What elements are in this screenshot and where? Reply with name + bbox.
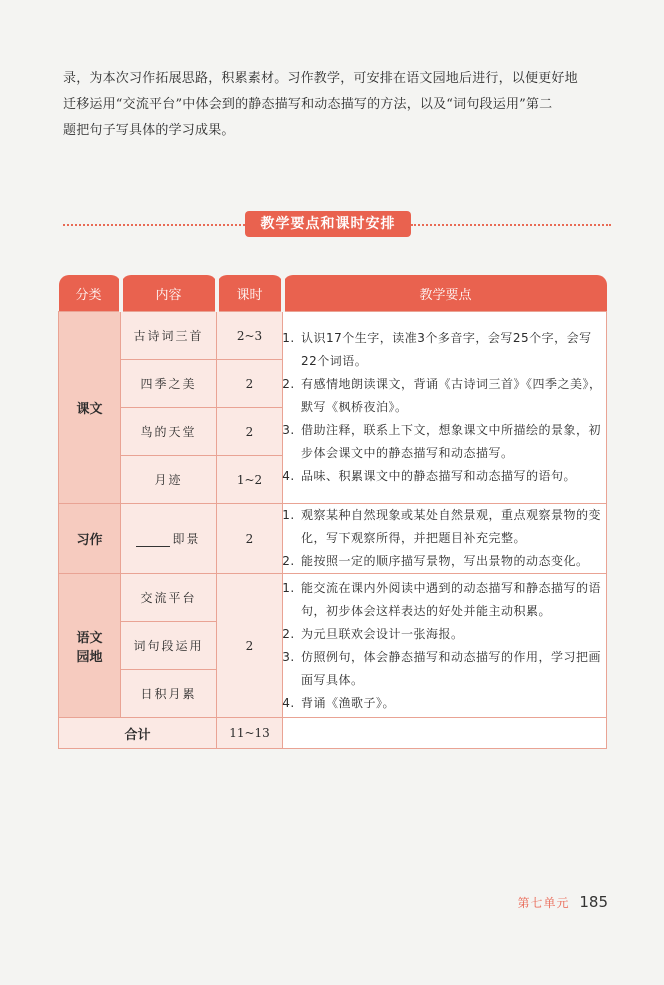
content-text: 即景 — [172, 532, 201, 546]
total-empty-cell — [283, 718, 607, 749]
table-row — [59, 574, 607, 622]
total-row — [59, 718, 607, 749]
unit-label: 第七单元 — [517, 896, 570, 910]
intro-line: 迁移运用“交流平台”中体会到的静态描写和动态描写的方法，以及“词句段运用”第二 — [63, 97, 553, 112]
intro-line: 录，为本次习作拓展思路，积累素材。习作教学，可安排在语文园地后进行，以便更好地 — [63, 71, 578, 86]
dotted-divider-left — [63, 224, 245, 226]
intro-paragraph — [63, 66, 611, 144]
point-item: 2. 为元旦联欢会设计一张海报。 — [299, 623, 606, 646]
content-cell — [121, 504, 217, 574]
point-item: 2. 能按照一定的顺序描写景物，写出景物的动态变化。 — [299, 550, 606, 573]
content-cell: 交流平台 — [121, 574, 217, 622]
page-footer — [518, 893, 608, 911]
header-points: 教学要点 — [283, 275, 607, 312]
table-header-row — [59, 275, 607, 312]
point-item: 3. 借助注释，联系上下文，想象课文中所描绘的景象，初步体会课文中的静态描写和动态描写。 — [299, 419, 606, 465]
total-label: 合计 — [59, 718, 217, 749]
category-yuandi — [59, 574, 121, 718]
category-line: 语文 — [76, 630, 103, 646]
category-line: 园地 — [76, 649, 103, 665]
section-header — [63, 209, 611, 239]
table-row — [59, 504, 607, 574]
page-number: 185 — [579, 893, 608, 911]
content-cell: 词句段运用 — [121, 622, 217, 670]
category-xizuo: 习作 — [59, 504, 121, 574]
section-title: 教学要点和课时安排 — [245, 211, 411, 237]
content-cell: 月迹 — [121, 456, 217, 504]
points-xizuo — [283, 504, 607, 574]
point-item: 4. 背诵《渔歌子》。 — [299, 692, 606, 715]
points-yuandi — [283, 574, 607, 718]
content-cell: 四季之美 — [121, 360, 217, 408]
hours-cell: 2 — [217, 408, 283, 456]
hours-cell: 1~2 — [217, 456, 283, 504]
content-cell: 古诗词三首 — [121, 312, 217, 360]
fill-in-blank — [136, 546, 170, 547]
point-item: 2. 有感情地朗读课文，背诵《古诗词三首》《四季之美》，默写《枫桥夜泊》。 — [299, 373, 606, 419]
point-item: 1. 认识17个生字，读准3个多音字，会写25个字，会写22个词语。 — [299, 327, 606, 373]
dotted-divider-right — [411, 224, 611, 226]
header-content: 内容 — [121, 275, 217, 312]
hours-cell: 2 — [217, 574, 283, 718]
header-category: 分类 — [59, 275, 121, 312]
table-row — [59, 312, 607, 360]
hours-cell: 2 — [217, 360, 283, 408]
point-item: 3. 仿照例句，体会静态描写和动态描写的作用，学习把画面写具体。 — [299, 646, 606, 692]
points-kewen — [283, 312, 607, 504]
teaching-plan-table — [58, 275, 607, 749]
point-item: 4. 品味、积累课文中的静态描写和动态描写的语句。 — [299, 465, 606, 488]
point-item: 1. 观察某种自然现象或某处自然景观，重点观察景物的变化，写下观察所得，并把题目补充完整。 — [299, 504, 606, 550]
header-hours: 课时 — [217, 275, 283, 312]
point-item: 1. 能交流在课内外阅读中遇到的动态描写和静态描写的语句，初步体会这样表达的好处并能主动积累。 — [299, 577, 606, 623]
hours-cell: 2 — [217, 504, 283, 574]
category-kewen: 课文 — [59, 312, 121, 504]
content-cell: 日积月累 — [121, 670, 217, 718]
content-cell: 鸟的天堂 — [121, 408, 217, 456]
intro-line: 题把句子写具体的学习成果。 — [63, 123, 235, 138]
total-hours: 11~13 — [217, 718, 283, 749]
hours-cell: 2~3 — [217, 312, 283, 360]
